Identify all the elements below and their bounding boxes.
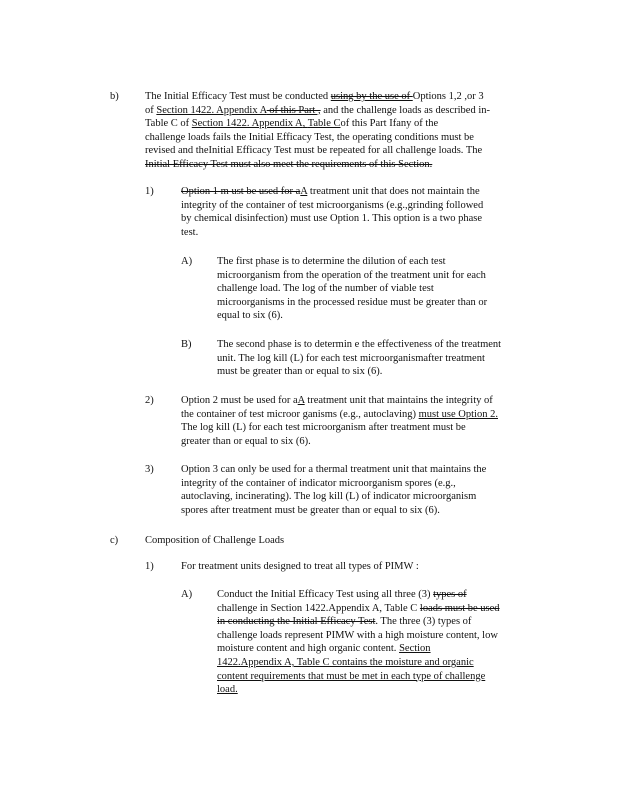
paragraph-b [145, 90, 490, 172]
text-line: challenge loads represent PIMW with a high moisture content, low [217, 629, 498, 641]
item-label-bB: B) [181, 339, 192, 350]
text-line: microorganisms in the processed residue must be greater than or [217, 296, 488, 308]
text-line: The Initial Efficacy Test must be conducted using by the use of Options 1,2 ,or 3 [145, 91, 484, 102]
text-line: unit. The log kill (L) for each test microorganismafter treatment [217, 352, 485, 364]
text-line: Option 2 must be used for aA treatment unit that maintains the integrity of [181, 395, 493, 406]
text-line: greater than or equal to six (6). [181, 435, 311, 447]
item-label-cA: A) [181, 589, 193, 600]
text-line: integrity of the container of test microorganisms (e.g.,grinding followed [181, 199, 484, 211]
item-label-b1: 1) [145, 186, 154, 197]
paragraph-bA [217, 255, 487, 323]
text-line: moisture content and high organic content. Section [217, 643, 431, 655]
text-line: microorganism from the operation of the treatment unit for each [217, 269, 486, 281]
heading-c [145, 534, 284, 548]
item-label-b: b) [110, 91, 119, 102]
text-line: revised and theInitial Efficacy Test must be repeated for all challenge loads. The [145, 145, 483, 157]
item-label-bA: A) [181, 256, 193, 267]
text-line: load. [217, 684, 238, 696]
text-line: integrity of the container of indicator microorganism spores (e.g., [181, 477, 456, 489]
paragraph-cA [217, 588, 500, 697]
text-line: Option 3 can only be used for a thermal treatment unit that maintains the [181, 464, 487, 475]
paragraph-c1 [181, 560, 419, 574]
text-line: the container of test microor ganisms (e.g., autoclaving) must use Option 2. [181, 408, 498, 420]
text-line: in conducting the Initial Efficacy Test. The three (3) types of [217, 616, 472, 628]
text-line: Composition of Challenge Loads [145, 535, 285, 546]
text-line: content requirements that must be met in each type of challenge [217, 670, 486, 682]
text-line: 1422.Appendix A, Table C contains the moisture and organic [217, 656, 474, 668]
item-label-b3: 3) [145, 464, 154, 475]
text-line: equal to six (6). [217, 310, 283, 322]
paragraph-b3 [181, 463, 486, 517]
text-line: The first phase is to determine the dilution of each test [217, 256, 446, 267]
text-line: For treatment units designed to treat all types of PIMW : [181, 561, 419, 572]
item-label-c: c) [110, 535, 119, 546]
text-line: by chemical disinfection) must use Option 1. This option is a two phase [181, 213, 483, 225]
paragraph-b1 [181, 185, 483, 239]
item-label-b2: 2) [145, 395, 154, 406]
text-line: autoclaving, incinerating). The log kill (L) of indicator microorganism [181, 491, 477, 503]
text-line: Option 1 m ust be used for aA treatment unit that does not maintain the [181, 186, 480, 197]
text-line: spores after treatment must be greater than or equal to six (6). [181, 504, 440, 516]
text-line: challenge load. The log of the number of viable test [217, 283, 434, 295]
text-line: Table C of Section 1422. Appendix A, Table Cof this Part Ifany of the [145, 118, 439, 130]
paragraph-bB [217, 338, 501, 379]
text-line: must be greater than or equal to six (6). [217, 366, 383, 378]
text-line: Conduct the Initial Efficacy Test using all three (3) types of [217, 589, 467, 600]
text-line: The log kill (L) for each test microorganism after treatment must be [181, 422, 466, 434]
text-line: The second phase is to determin e the effectiveness of the treatment [217, 339, 502, 350]
text-line: of Section 1422. Appendix A of this Part , and the challenge loads as described in- [145, 104, 490, 116]
text-line: challenge loads fails the Initial Efficacy Test, the operating conditions must be [145, 131, 474, 143]
item-label-c1: 1) [145, 561, 154, 572]
text-line: test. [181, 226, 199, 238]
paragraph-b2 [181, 394, 498, 448]
text-line: challenge in Section 1422.Appendix A, Table C loads must be used [217, 602, 500, 614]
text-line: Initial Efficacy Test must also meet the requirements of this Section. [145, 158, 433, 170]
